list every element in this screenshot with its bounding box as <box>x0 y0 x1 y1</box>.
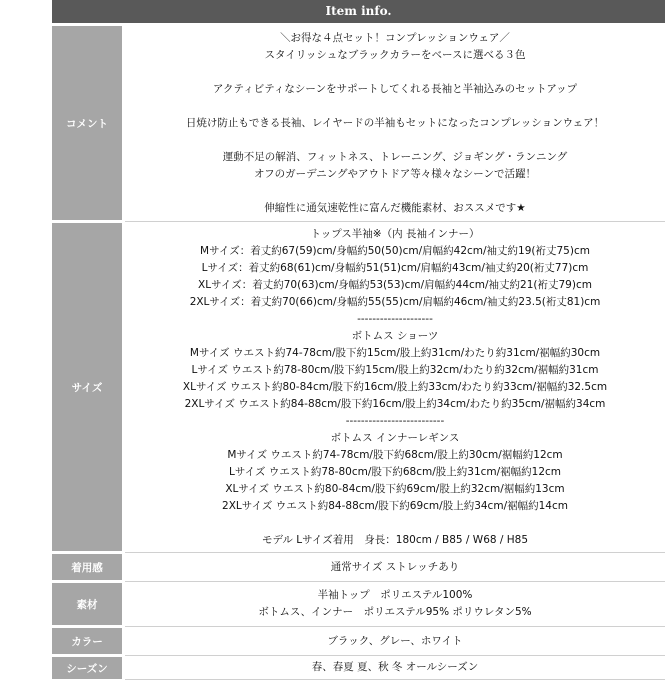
item-info-table <box>52 26 665 680</box>
color-value <box>124 627 666 656</box>
text-line: Mサイズ：着丈約67(59)cm/身幅約50(50)cm/肩幅約42cm/袖丈約19(裄丈75)cm <box>200 244 590 257</box>
comment-row <box>52 26 665 222</box>
text-line: トップス半袖※（内 長袖インナー） <box>310 227 480 240</box>
material-value <box>124 582 666 627</box>
color-label: カラー <box>52 627 124 656</box>
material-row <box>52 582 665 627</box>
text-line: XLサイズ ウエスト約80-84cm/股下約16cm/股上約33cm/わたり約33cm/裾幅約32.5cm <box>182 380 608 393</box>
text-line: ＼お得な４点セット！コンプレッションウェア／ <box>280 32 510 44</box>
blank-line <box>125 64 665 81</box>
text-line: 2XLサイズ：着丈約70(66)cm/身幅約55(55)cm/肩幅約46cm/袖丈約23.5(裄丈81)cm <box>189 295 601 308</box>
text-line: オフのガーデニングやアウトドア等々様々なシーンで活躍！ <box>253 168 537 180</box>
text-line: Lサイズ ウエスト約78-80cm/股下約68cm/股上約31cm/裾幅約12cm <box>228 465 562 478</box>
text-line: 半袖トップ ポリエステル100% <box>317 589 473 601</box>
comment-label: コメント <box>52 26 124 222</box>
text-line: 春、春夏 夏、秋 冬 オールシーズン <box>311 660 479 673</box>
text-line: 2XLサイズ ウエスト約84-88cm/股下約16cm/股上約34cm/わたり約35cm/裾幅約34cm <box>184 397 606 410</box>
text-line: XLサイズ：着丈約70(63)cm/身幅約53(53)cm/肩幅約44cm/袖丈約21(裄丈79)cm <box>198 278 592 291</box>
text-line: アクティビティなシーンをサポートしてくれる長袖と半袖込みのセットアップ <box>212 83 578 95</box>
fit-value <box>124 553 666 582</box>
text-line: モデル Lサイズ着用 身長：180cm / B85 / W68 / H85 <box>261 533 529 546</box>
blank-line <box>125 183 665 200</box>
season-value <box>124 656 666 680</box>
item-info-panel <box>52 0 665 680</box>
material-label: 素材 <box>52 582 124 627</box>
text-line: Lサイズ ウエスト約78-80cm/股下約15cm/股上約32cm/わたり約32cm/裾幅約31cm <box>191 363 599 376</box>
size-label: サイズ <box>52 222 124 553</box>
text-line: -------------------------- <box>345 414 445 427</box>
size-row <box>52 222 665 553</box>
text-line: 運動不足の解消、フィットネス、トレーニング、ジョギング・ランニング <box>222 151 568 163</box>
size-value <box>124 222 666 553</box>
text-line: XLサイズ ウエスト約80-84cm/股下約69cm/股上約32cm/裾幅約13cm <box>225 482 565 495</box>
text-line: ボトムス、インナー ポリエステル95% ポリウレタン5% <box>258 606 532 618</box>
blank-line <box>125 132 665 149</box>
color-row <box>52 627 665 656</box>
text-line: ボトムス インナーレギンス <box>330 431 460 444</box>
fit-label: 着用感 <box>52 553 124 582</box>
fit-row <box>52 553 665 582</box>
text-line: 伸縮性に通気速乾性に富んだ機能素材、おススメです★ <box>264 202 526 214</box>
text-line: ボトムス ショーツ <box>351 329 439 342</box>
season-label: シーズン <box>52 656 124 680</box>
text-line: Lサイズ：着丈約68(61)cm/身幅約51(51)cm/肩幅約43cm/袖丈約20(裄丈77)cm <box>201 261 589 274</box>
item-info-header: Item info. <box>52 0 665 23</box>
text-line: ブラック、グレー、ホワイト <box>327 634 463 647</box>
text-line: Mサイズ ウエスト約74-78cm/股下約15cm/股上約31cm/わたり約31cm/裾幅約30cm <box>189 346 601 359</box>
text-line: Mサイズ ウエスト約74-78cm/股下約68cm/股上約30cm/裾幅約12cm <box>227 448 563 461</box>
text-line: 日焼け防止もできる長袖、レイヤードの半袖もセットになったコンプレッションウェア！ <box>185 117 605 129</box>
text-line: 通常サイズ ストレッチあり <box>330 560 460 573</box>
text-line: -------------------- <box>357 312 433 325</box>
blank-line <box>125 98 665 115</box>
text-line: 2XLサイズ ウエスト約84-88cm/股下約69cm/股上約34cm/裾幅約14cm <box>222 499 568 512</box>
season-row <box>52 656 665 680</box>
text-line: スタイリッシュなブラックカラーをベースに選べる３色 <box>264 49 526 61</box>
blank-line <box>125 515 665 532</box>
comment-value <box>124 26 666 222</box>
